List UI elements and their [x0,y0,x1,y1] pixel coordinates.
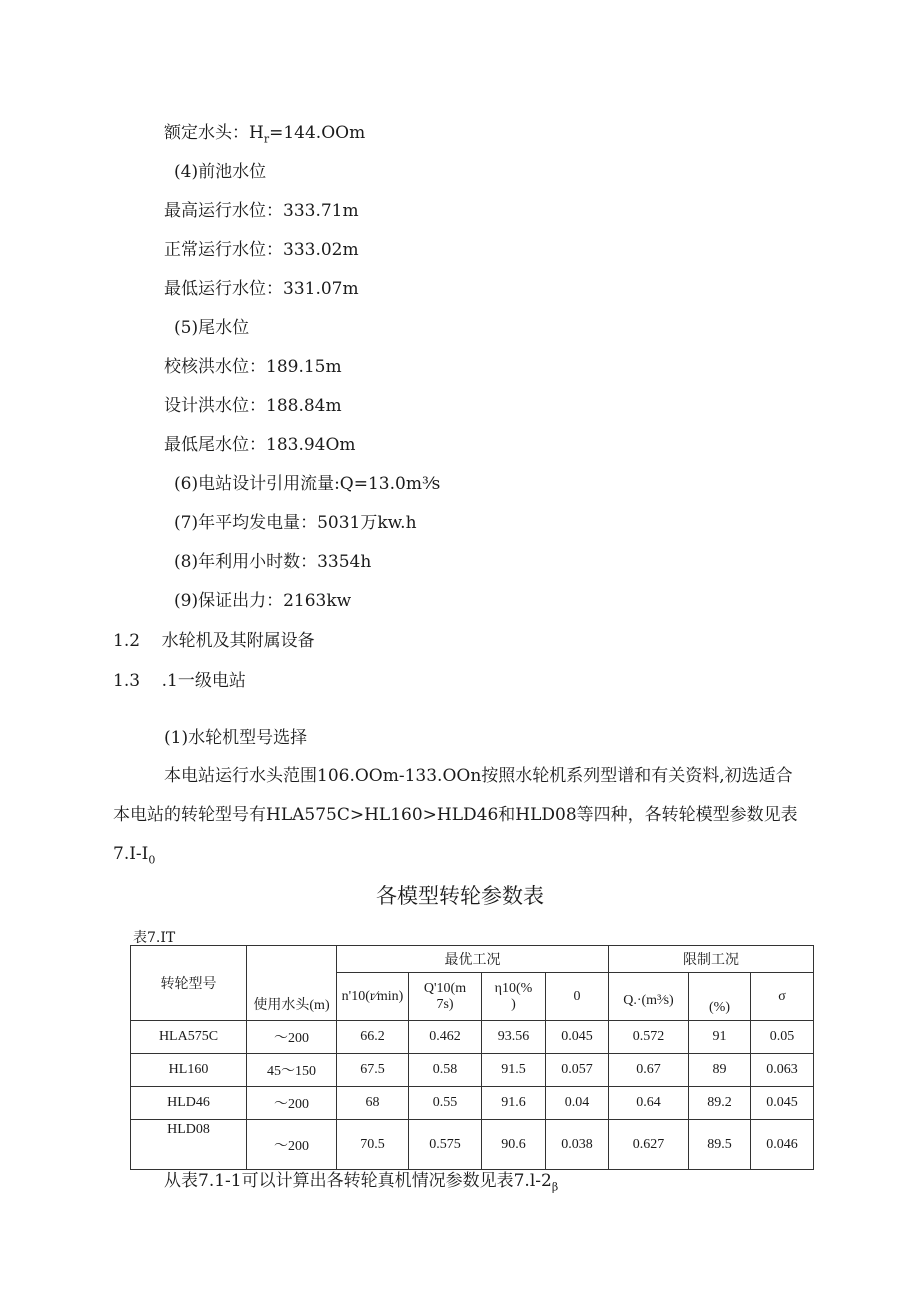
header-n10: n'10(r⁄min) [337,973,409,1021]
cell: 0.05 [751,1021,814,1054]
header-head: 使用水头(m) [247,946,337,1021]
cell: 0.572 [609,1021,689,1054]
footer-line: 从表7.1-1可以计算出各转轮真机情况参数见表$7.l-2_\beta$ [164,1171,559,1194]
table-row [131,1021,814,1054]
cell: 0.67 [609,1054,689,1087]
header-sigma-optimal: 0 [546,973,609,1021]
table-row [131,1054,814,1087]
cell: 68 [337,1087,409,1120]
cell: ～200 [247,1021,337,1054]
rated-head-value: =144.OOm [269,123,366,143]
header-q-limit: Q.·(m³⁄s) [609,973,689,1021]
cell: ～200 [247,1087,337,1120]
cell: 93.56 [482,1021,546,1054]
cell: 0.575 [409,1120,482,1170]
cell: 0.627 [609,1120,689,1170]
line-check-flood-level: 校核洪水位：189.15m [164,357,342,377]
cell: 0.057 [546,1054,609,1087]
cell: 89 [689,1054,751,1087]
cell: HLD08 [131,1120,247,1170]
line-min-tailwater-level: 最低尾水位：183.94Om [164,435,356,455]
footer-subscript: β [551,1180,559,1194]
line-rated-head: 额定水头：$H_r=144.OOm$ [164,123,366,146]
line-annual-hours: (8)年利用小时数：3354h [174,552,372,572]
line-annual-generation: (7)年平均发电量：5031万kw.h [174,513,417,533]
header-eta: η10(% ) [482,973,546,1021]
table-title: 各模型转轮参数表 [376,884,544,908]
header-limit: 限制工况 [609,946,814,973]
line-min-operating-level: 最低运行水位：331.07m [164,279,359,299]
heading-turbine-selection: (1)水轮机型号选择 [164,728,308,748]
paragraph-line-1: 本电站运行水头范围106.OOm-133.OOn按照水轮机系列型谱和有关资料,初选适合 [164,766,793,786]
turbine-parameter-table [130,945,814,1170]
cell: 0.04 [546,1087,609,1120]
cell: 66.2 [337,1021,409,1054]
cell: 0.063 [751,1054,814,1087]
cell: 45～150 [247,1054,337,1087]
line-design-flow: (6)电站设计引用流量:Q=13.0m³⁄s [174,474,441,494]
cell: HLA575C [131,1021,247,1054]
cell: 0.58 [409,1054,482,1087]
cell: 67.5 [337,1054,409,1087]
cell: 0.038 [546,1120,609,1170]
line-normal-operating-level: 正常运行水位：333.02m [164,240,359,260]
cell: 0.55 [409,1087,482,1120]
paragraph-subscript: 0 [148,853,156,867]
table-row [131,1087,814,1120]
line-max-operating-level: 最高运行水位：333.71m [164,201,359,221]
cell: 89.5 [689,1120,751,1170]
header-model: 转轮型号 [131,946,247,1021]
line-guaranteed-output: (9)保证出力：2163kw [174,591,352,611]
cell: 70.5 [337,1120,409,1170]
header-q10: Q'10(m 7s) [409,973,482,1021]
paragraph-line-3: $7.I-I_0$ [113,844,156,867]
cell: 91.6 [482,1087,546,1120]
cell: 0.046 [751,1120,814,1170]
cell: 0.64 [609,1087,689,1120]
section-1-3: 1.3 .1一级电站 [113,671,246,691]
paragraph-line-2: 本电站的转轮型号有HLA575C>HL160>HLD46和HLD08等四种，各转轮模型参数见表 [113,805,798,825]
header-sigma: σ [751,973,814,1021]
cell: ～200 [247,1120,337,1170]
cell: 89.2 [689,1087,751,1120]
heading-tailwater-level: (5)尾水位 [174,318,250,338]
cell: 0.045 [751,1087,814,1120]
cell: HLD46 [131,1087,247,1120]
cell: 91.5 [482,1054,546,1087]
cell: 0.462 [409,1021,482,1054]
header-optimal: 最优工况 [337,946,609,973]
cell: 91 [689,1021,751,1054]
cell: 0.045 [546,1021,609,1054]
header-percent: (%) [689,973,751,1021]
section-1-2: 1.2 水轮机及其附属设备 [113,631,315,651]
line-design-flood-level: 设计洪水位：188.84m [164,396,342,416]
rated-head-subscript: r [263,132,270,146]
table-caption: 表7.IT [133,930,176,946]
cell: HL160 [131,1054,247,1087]
table-row [131,1120,814,1170]
cell: 90.6 [482,1120,546,1170]
heading-forebay-level: (4)前池水位 [174,162,267,182]
